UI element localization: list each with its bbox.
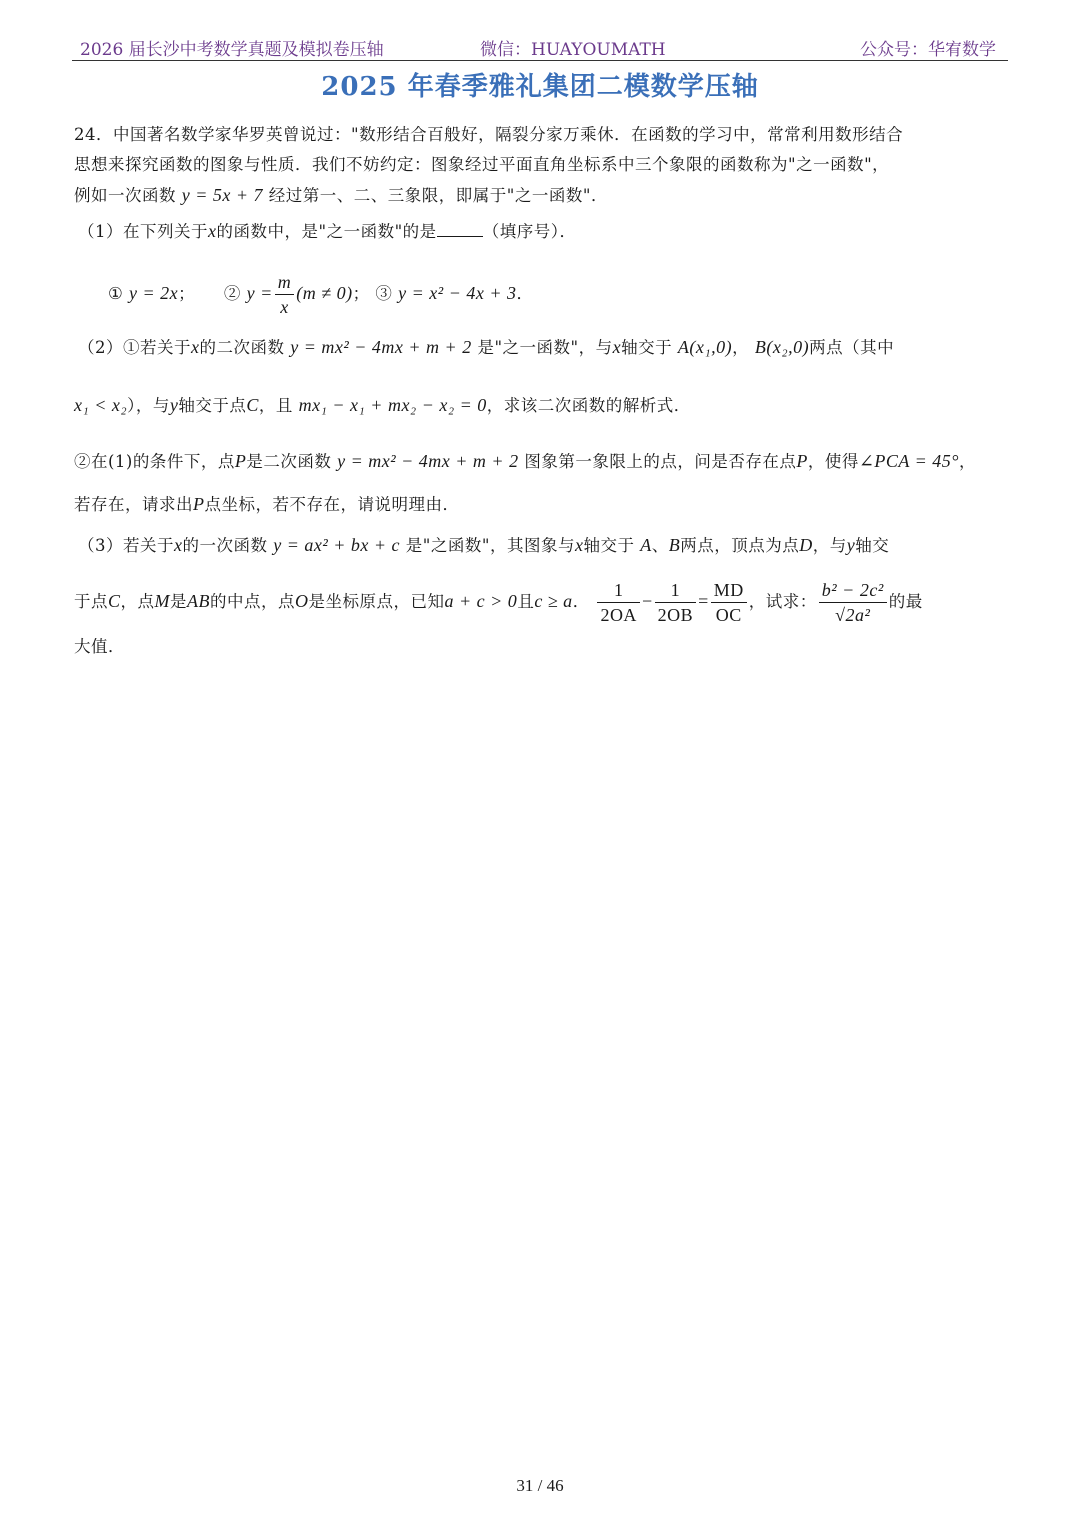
angle-condition: ∠PCA = 45° <box>858 451 959 471</box>
q2-text: （2）①若关于 <box>78 338 191 357</box>
intro-text: 例如一次函数 <box>74 186 176 205</box>
fraction-numerator: 1 <box>655 578 697 603</box>
q3-text: 是"之函数"，其图象与 <box>405 536 575 555</box>
header-wechat: 微信：HUAYOUMATH <box>480 40 666 60</box>
q2-text: 若存在，请求出 <box>74 495 193 514</box>
question-1 <box>78 216 1018 247</box>
option-3-equation: y = x² − 4x + 3 <box>398 283 517 303</box>
point-a: A <box>640 535 652 555</box>
separator: ， <box>732 338 750 357</box>
q3-equation: y = ax² + bx + c <box>273 535 401 555</box>
intro-line-3 <box>74 180 1014 211</box>
q3-text: 轴交于 <box>583 536 635 555</box>
fraction-numerator: MD <box>711 578 747 603</box>
q2-equation: y = mx² − 4mx + m + 2 <box>337 451 519 471</box>
separator: ； <box>178 284 196 303</box>
q2-text: 两点（其中 <box>809 338 895 357</box>
q3-text: 且 <box>517 592 535 611</box>
segment-ab: AB <box>187 591 211 611</box>
q3-variable: x <box>174 535 183 555</box>
option-2-condition: (m ≠ 0) <box>296 283 353 303</box>
q3-text: ，与 <box>812 536 847 555</box>
answer-blank[interactable] <box>437 218 483 237</box>
option-2-mark: ② <box>223 284 241 303</box>
fraction-1-over-2ob <box>655 578 697 627</box>
point-c: C <box>246 395 259 415</box>
q3-variable: x <box>574 535 584 555</box>
q1-text: （1）在下列关于 <box>78 222 208 241</box>
point-d: D <box>799 535 813 555</box>
option-3-mark: ③ <box>375 284 393 303</box>
page-title: 2025 年春季雅礼集团二模数学压轴 <box>321 72 759 102</box>
point-p: P <box>796 451 808 471</box>
separator: 、 <box>651 536 669 555</box>
intro-text: 经过第一、二、三象限，即属于"之一函数"． <box>268 186 608 205</box>
q2-equation: y = mx² − 4mx + m + 2 <box>290 337 472 357</box>
point-p: P <box>193 494 205 514</box>
separator: ； <box>352 284 370 303</box>
q2-variable: x <box>612 337 622 357</box>
fraction-numerator: m <box>275 270 295 295</box>
question-2-part-2 <box>74 446 1014 477</box>
question-3 <box>78 530 1018 561</box>
point-c: C <box>108 591 121 611</box>
q3-text: 的最 <box>888 592 923 611</box>
q2-condition: x₁ < x₂ <box>74 395 128 415</box>
problem-intro <box>74 120 1014 211</box>
q1-text: 的函数中，是"之一函数"的是 <box>216 222 437 241</box>
q2-text: 图象第一象限上的点，问是否存在点 <box>524 452 797 471</box>
q3-text: 于点 <box>74 592 108 611</box>
q3-text: （3）若关于 <box>78 536 174 555</box>
q2-text: ），与 <box>127 396 170 415</box>
fraction-md-over-oc <box>711 578 747 627</box>
q3-text: 是坐标原点，已知 <box>308 592 445 611</box>
separator: ， <box>958 452 976 471</box>
point-m: M <box>154 591 171 611</box>
intro-line-2: 思想来探究函数的图象与性质．我们不妨约定：图象经过平面直角坐标系中三个象限的函数称为"之一函数"， <box>74 155 890 174</box>
question-2-part-1-cont <box>74 390 1014 421</box>
q3-text: ，试求： <box>748 592 817 611</box>
condition-1: a + c > 0 <box>444 591 518 611</box>
question-3-cont <box>74 576 1014 627</box>
page-number: 31 / 46 <box>516 1476 564 1495</box>
point-o: O <box>295 591 309 611</box>
q2-text: 是二次函数 <box>246 452 332 471</box>
q3-text: ，点 <box>120 592 155 611</box>
q2-variable: x <box>191 337 200 357</box>
q2-text: 轴交于点 <box>178 396 247 415</box>
option-1-mark: ① <box>108 284 124 303</box>
point-b: B(x₂,0) <box>754 337 810 357</box>
q2-text: ，且 <box>258 396 293 415</box>
q2-variable: y <box>169 395 179 415</box>
intro-equation: y = 5x + 7 <box>181 185 264 205</box>
fraction-denominator: x <box>280 297 289 317</box>
option-2-lhs: y = <box>246 283 273 303</box>
q2-text: 点坐标，若不存在，请说明理由． <box>204 495 460 514</box>
q2-condition-equation: mx₁ − x₁ + mx₂ − x₂ = 0 <box>298 395 487 415</box>
question-2-part-1 <box>78 332 1018 363</box>
point-a: A(x₁,0) <box>677 337 733 357</box>
q3-text: 的中点，点 <box>210 592 296 611</box>
q3-text: 轴交 <box>855 536 890 555</box>
period: ． <box>516 284 534 303</box>
q3-text: 大值． <box>74 637 125 656</box>
fraction-denominator: 2OA <box>600 605 637 625</box>
minus-sign: − <box>641 591 653 611</box>
page-header <box>72 32 1008 61</box>
q1-text: （填序号）． <box>482 222 577 241</box>
q3-text: 两点，顶点为点 <box>680 536 800 555</box>
q1-variable: x <box>208 221 217 241</box>
q2-text: ，求该二次函数的解析式． <box>486 396 691 415</box>
header-series-title: 2026 届长沙中考数学真题及模拟卷压轴 <box>80 40 384 60</box>
period: ． <box>572 592 590 611</box>
q3-variable: y <box>846 535 856 555</box>
fraction-1-over-2oa <box>597 578 640 627</box>
equals-sign: = <box>698 591 709 611</box>
condition-2: c ≥ a <box>534 591 573 611</box>
option-2-fraction <box>275 270 295 319</box>
q2-text: ，使得 <box>807 452 859 471</box>
q2-text: 轴交于 <box>621 338 673 357</box>
q3-text: 是 <box>170 592 188 611</box>
header-official-account: 公众号：华宥数学 <box>860 40 996 60</box>
question-3-end <box>74 632 1014 662</box>
question-1-options <box>108 270 1048 319</box>
fraction-denominator: √2a² <box>835 605 871 625</box>
fraction-denominator: 2OB <box>657 605 694 625</box>
question-2-part-2-cont <box>74 489 1014 520</box>
option-1-equation: y = 2x <box>129 283 179 303</box>
intro-line-1: 24．中国著名数学家华罗英曾说过："数形结合百般好，隔裂分家万乘休．在函数的学习中，常常利用数形结合 <box>74 125 904 144</box>
point-p: P <box>234 451 247 471</box>
target-expression-fraction <box>819 578 887 627</box>
q2-text: ②在(1)的条件下，点 <box>74 452 235 471</box>
q3-text: 的一次函数 <box>182 536 268 555</box>
fraction-denominator: OC <box>715 605 742 625</box>
point-b: B <box>668 535 681 555</box>
q2-text: 是"之一函数"，与 <box>477 338 613 357</box>
fraction-numerator: 1 <box>597 578 640 603</box>
fraction-numerator: b² − 2c² <box>819 578 887 603</box>
q2-text: 的二次函数 <box>199 338 285 357</box>
